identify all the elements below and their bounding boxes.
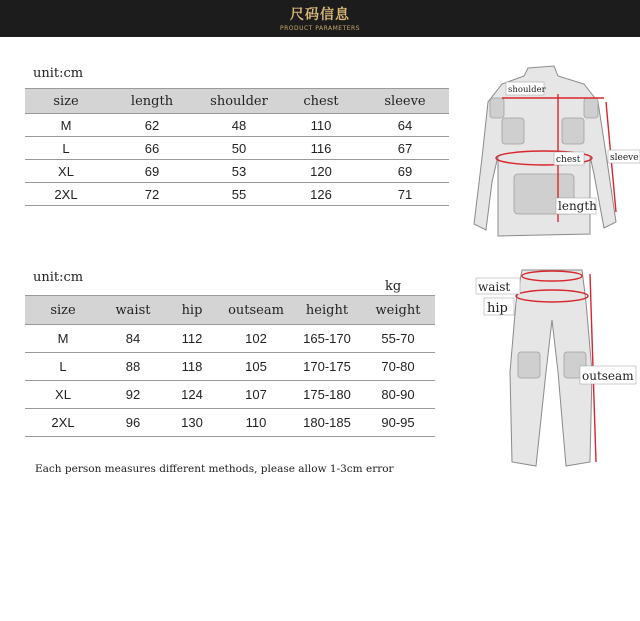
table-cell: XL (55, 387, 71, 402)
table-cell: 96 (125, 415, 141, 430)
table-cell: 102 (245, 331, 267, 346)
length-label: length (558, 199, 597, 213)
pants-unit-label: unit:cm (33, 270, 84, 285)
column-header: height (293, 296, 361, 325)
table-row (25, 325, 435, 353)
table-cell: 170-175 (303, 359, 351, 374)
table-cell: 55 (231, 186, 247, 202)
shoulder-label: shoulder (508, 85, 546, 95)
column-header: size (25, 296, 101, 325)
table-cell: 62 (144, 117, 160, 133)
table-cell: 84 (125, 331, 141, 346)
table-row (25, 183, 449, 206)
table-cell: 55-70 (381, 331, 415, 346)
table-cell: 180-185 (303, 415, 351, 430)
pants-armor-panels (518, 352, 586, 378)
table-cell: 48 (231, 117, 247, 133)
column-header: length (107, 89, 197, 114)
table-cell: 50 (231, 140, 247, 156)
table-cell: 107 (245, 387, 267, 402)
table-cell: 53 (231, 163, 247, 179)
column-header: size (25, 89, 107, 114)
table-cell: 175-180 (303, 387, 351, 402)
table-cell: 105 (245, 359, 267, 374)
header-subtitle: PRODUCT PARAMETERS (279, 25, 361, 32)
page-header (0, 0, 640, 37)
table-row (25, 160, 449, 183)
pants-size-table (25, 295, 435, 437)
jacket-size-table (25, 88, 449, 206)
waist-label: waist (478, 280, 511, 294)
column-header: weight (361, 296, 435, 325)
table-cell: 118 (181, 359, 203, 374)
table-cell: 88 (125, 359, 141, 374)
table-cell: 69 (397, 163, 413, 179)
column-header: outseam (219, 296, 293, 325)
table-cell: 64 (397, 117, 413, 133)
table-cell: 71 (397, 186, 413, 202)
weight-unit-label: kg (385, 279, 402, 294)
pants-diagram (474, 262, 640, 472)
table-cell: 2XL (51, 415, 75, 430)
table-cell: M (60, 117, 72, 133)
table-header-row (25, 89, 449, 114)
table-cell: 110 (310, 117, 332, 133)
column-header: waist (101, 296, 165, 325)
table-row (25, 353, 435, 381)
jacket-unit-label: unit:cm (33, 66, 84, 81)
table-cell: 112 (181, 331, 203, 346)
header-title: 尺码信息 (290, 7, 350, 23)
table-cell: 2XL (54, 186, 78, 202)
table-cell: 80-90 (381, 387, 415, 402)
table-row (25, 381, 435, 409)
table-header-row (25, 296, 435, 325)
table-row (25, 114, 449, 137)
table-row (25, 409, 435, 437)
table-cell: XL (58, 163, 74, 179)
table-cell: L (59, 359, 67, 374)
measurement-note: Each person measures different methods, please allow 1-3cm error (35, 463, 394, 475)
table-cell: L (62, 140, 70, 156)
table-cell: M (57, 331, 69, 346)
column-header: hip (165, 296, 219, 325)
outseam-label: outseam (582, 369, 634, 383)
column-header: sleeve (361, 89, 449, 114)
table-cell: 110 (245, 415, 267, 430)
column-header: chest (281, 89, 361, 114)
table-cell: 70-80 (381, 359, 415, 374)
hip-label: hip (487, 301, 508, 316)
table-cell: 130 (181, 415, 203, 430)
table-row (25, 137, 449, 160)
table-cell: 69 (144, 163, 160, 179)
table-cell: 67 (397, 140, 413, 156)
table-cell: 66 (144, 140, 160, 156)
table-cell: 92 (125, 387, 141, 402)
table-cell: 124 (181, 387, 203, 402)
table-cell: 72 (144, 186, 160, 202)
table-cell: 120 (310, 163, 332, 179)
jacket-diagram (466, 62, 640, 242)
column-header: shoulder (197, 89, 281, 114)
table-cell: 116 (310, 140, 332, 156)
table-cell: 90-95 (381, 415, 415, 430)
sleeve-label: sleeve (610, 153, 639, 163)
chest-label: chest (556, 155, 581, 165)
table-cell: 126 (310, 186, 332, 202)
table-cell: 165-170 (303, 331, 351, 346)
